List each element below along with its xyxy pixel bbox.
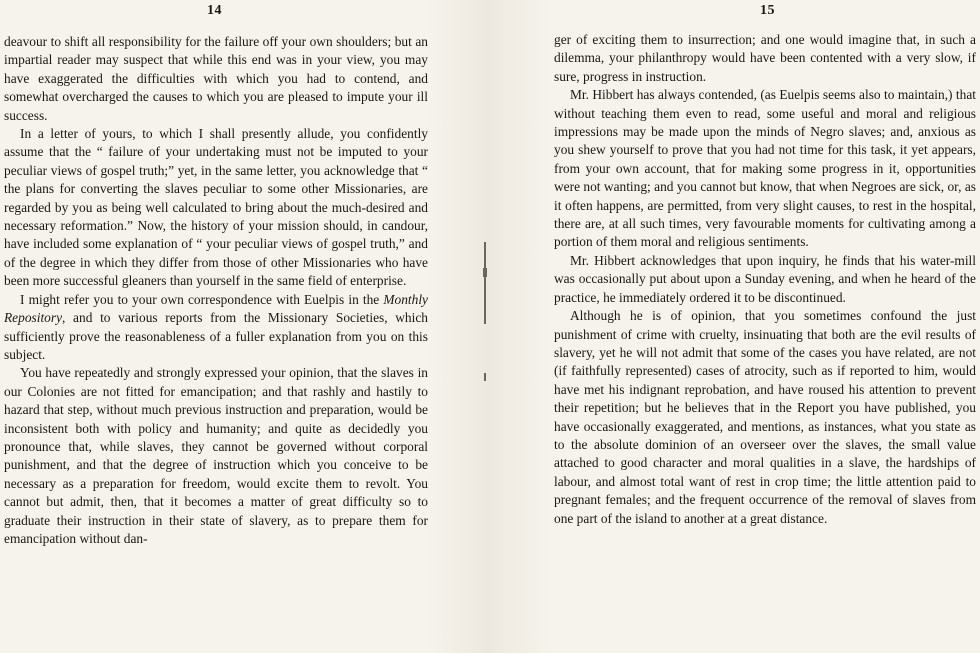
right-paragraph-3: Mr. Hibbert acknowledges that upon inquiry, he finds that his water-mill was occasionally put about upon a Sunday evening, and when he heard of the practice, he immediately ordered it to be discontinued. bbox=[554, 252, 976, 305]
right-page bbox=[550, 0, 980, 653]
left-page-text bbox=[4, 33, 428, 548]
gutter-binding-mark bbox=[484, 242, 486, 324]
left-paragraph-3-start: I might refer you to your own correspondence with Euelpis in the bbox=[20, 291, 384, 307]
right-paragraph-1: ger of exciting them to insurrection; and one would imagine that, in such a dilemma, your philanthropy would have been contented with a very slow, if sure, progress in instruction. bbox=[554, 32, 976, 84]
right-paragraph-4: Although he is of opinion, that you sometimes confound the just punishment of crime with cruelty, insinuating that both are the evil results of slavery, yet he will not admit that some of the cases you have related, are not (if faithfully represented) cases of atrocity, such as if reported to him, would have met his indignant reprobation, and have roused his attention to prevent their repetition; but he believes that in the Report you have published, you have occasionally exaggerated, and mentions, as instances, what you state as to the absolute dominion of an overseer over the slaves, the small value attached to good character and moral qualities in a slave, the hardships of labour, and almost total want of rest in crop time; the little attention paid to pregnant females; and the frequent occurrence of the removal of slaves from one part of the island to another at a great distance. bbox=[554, 308, 976, 526]
left-paragraph-3 bbox=[4, 291, 428, 365]
gutter-binding-mark bbox=[483, 268, 487, 277]
left-page bbox=[0, 0, 428, 653]
left-paragraph-3-end: , and to various reports from the Missionary Societies, which sufficiently prove the reasonableness of a fuller explanation from you on this subject. bbox=[4, 310, 428, 362]
left-paragraph-1: deavour to shift all responsibility for the failure off your own shoulders; but an impartial reader may suspect that while this end was in your view, you may have exaggerated the difficulties with which you had to contend, and somewhat overcharged the causes to which you are pleased to impute your ill success. bbox=[4, 34, 428, 123]
left-paragraph-2: In a letter of yours, to which I shall presently allude, you confidently assume that the “ failure of your undertaking must not be imputed to your peculiar views of gospel truth;” yet, in the same letter, you acknowledge that “ the plans for converting the slaves peculiar to some other Missionaries, are regarded by you as being well calculated to bring about the much-desired and necessary reformation.” Now, the history of your mission should, in candour, have included some explanation of “ your peculiar views of gospel truth,” and of the degree in which they differ from those of other Missionaries who have been more successful gleaners than yourself in the same field of enterprise. bbox=[4, 126, 428, 289]
left-paragraph-4: You have repeatedly and strongly expressed your opinion, that the slaves in our Colonies are not fitted for emancipation; and that rashly and hastily to hazard that step, without much previous instruction and preparation, would be inconsistent both with policy and humanity; and quite as decidedly you pronounce that, while slaves, they cannot be governed without corporal punishment, and that the degree of instruction which you conceive to be necessary as a preparation for freedom, would excite them to revolt. You cannot but admit, then, that it becomes a matter of great difficulty so to graduate their instruction in their state of slavery, as to prepare them for emancipation without dan- bbox=[4, 365, 428, 546]
book-gutter bbox=[428, 0, 550, 653]
gutter-binding-mark bbox=[484, 373, 486, 381]
right-paragraph-2: Mr. Hibbert has always contended, (as Euelpis seems also to maintain,) that without teaching them even to read, some useful and moral and religious impressions may be made upon the minds of Negro slaves; and, anxious as you shew yourself to prove that you had not time for this task, it yet appears, from your own account, that for making some progress in it, opportunities were not wanting; and you cannot but know, that when Negroes are sick, or, as it often happens, are permitted, from very slight causes, to rest in the hospital, there are, at all such times, very favourable moments for cultivating among a portion of them moral and religious sentiments. bbox=[554, 87, 976, 250]
left-page-number: 14 bbox=[207, 3, 222, 18]
monthly-repository-title: Monthly Repository bbox=[4, 291, 428, 326]
right-page-number: 15 bbox=[760, 3, 775, 18]
right-page-text bbox=[554, 31, 976, 528]
